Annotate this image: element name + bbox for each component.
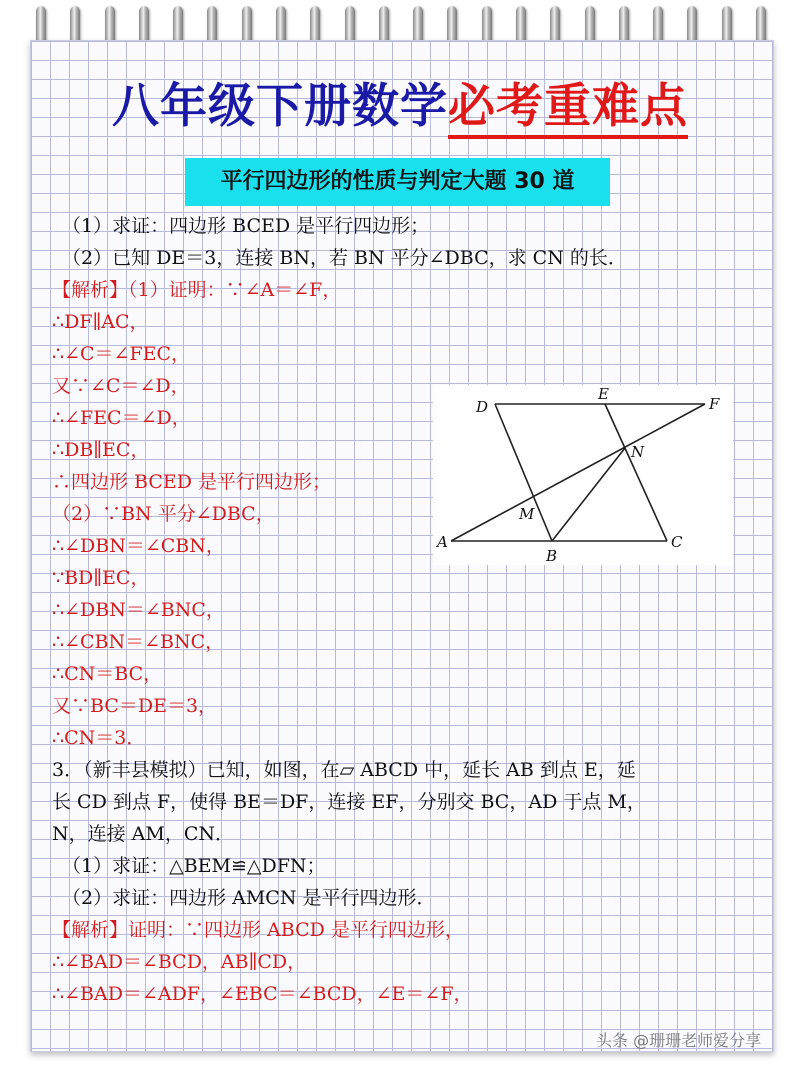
solution-line: ∴∠DBN＝∠BNC，	[52, 599, 225, 621]
subtitle-banner: 平行四边形的性质与判定大题 30 道	[185, 158, 610, 206]
watermark: 头条 @珊珊老师爱分享	[596, 1031, 762, 1050]
solution-line: 证明：∵四边形 ABCD 是平行四边形，	[128, 919, 464, 941]
geometry-figure	[433, 385, 733, 565]
solution-tag: 【解析】	[52, 919, 129, 941]
solution-line: ∵BD∥EC，	[52, 567, 150, 589]
question-3-part-2: （2）求证：四边形 AMCN 是平行四边形．	[62, 887, 436, 909]
question-3-line-3: N，连接 AM，CN．	[52, 823, 235, 845]
question-3-part-1: （1）求证：△BEM≌△DFN；	[62, 855, 326, 877]
solution-tag: 【解析】	[52, 279, 129, 301]
solution-start	[52, 275, 341, 305]
title-highlight: 必考重难点	[448, 79, 688, 139]
solution-line: ∴DF∥AC，	[52, 311, 149, 333]
segment-ec	[605, 404, 667, 541]
solution-line: ∴∠BAD＝∠BCD，AB∥CD，	[52, 951, 307, 973]
segment-af	[451, 404, 705, 541]
solution-line: ∴∠BAD＝∠ADF，∠EBC＝∠BCD，∠E＝∠F，	[52, 983, 473, 1005]
question-part-2: （2）已知 DE＝3，连接 BN，若 BN 平分∠DBC，求 CN 的长．	[62, 247, 627, 269]
question-part-1: （1）求证：四边形 BCED 是平行四边形；	[62, 215, 430, 237]
title-main: 八年级下册数学	[112, 79, 448, 134]
solution-line: （2）∵BN 平分∠DBC，	[52, 503, 275, 525]
page-title	[0, 78, 800, 136]
label-d: D	[476, 398, 489, 416]
label-b: B	[546, 547, 558, 565]
solution-line: ∴四边形 BCED 是平行四边形；	[52, 471, 332, 493]
label-a: A	[437, 533, 448, 551]
solution-line: （1）证明：∵∠A＝∠F，	[128, 279, 342, 301]
solution-line: 又∵BC＝DE＝3，	[52, 695, 218, 717]
label-m: M	[519, 505, 535, 523]
label-f: F	[709, 395, 720, 413]
solution-line: ∴DB∥EC，	[52, 439, 150, 461]
solution-line: ∴∠DBN＝∠CBN，	[52, 535, 225, 557]
geometry-diagram	[433, 385, 733, 565]
question-3-line-2: 长 CD 到点 F，使得 BE＝DF，连接 EF，分别交 BC，AD 于点 M，	[52, 791, 646, 813]
question-3-line-1: 3．（新丰县模拟）已知，如图，在▱ ABCD 中，延长 AB 到点 E，延	[52, 759, 636, 781]
label-c: C	[671, 533, 683, 551]
solution-line: ∴∠C＝∠FEC，	[52, 343, 191, 365]
solution-line: ∴∠FEC＝∠D，	[52, 407, 191, 429]
label-e: E	[598, 385, 609, 403]
solution-line: ∴CN＝3．	[52, 727, 146, 749]
segment-bn	[552, 448, 625, 541]
solution-line: ∴∠CBN＝∠BNC，	[52, 631, 225, 653]
solution-3-start	[52, 915, 464, 945]
solution-line: 又∵∠C＝∠D，	[52, 375, 190, 397]
label-n: N	[631, 443, 645, 461]
solution-line: ∴CN＝BC，	[52, 663, 163, 685]
